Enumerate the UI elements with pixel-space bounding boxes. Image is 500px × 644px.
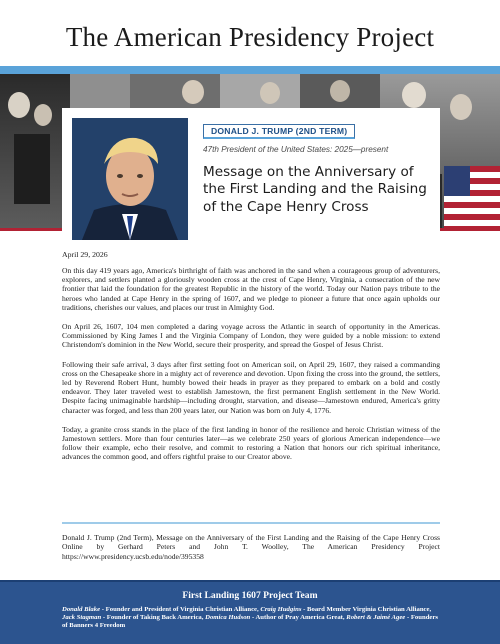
- footer-heading: First Landing 1607 Project Team: [182, 590, 318, 601]
- citation-divider: [62, 522, 440, 524]
- credit-role: - Board Member Virginia Christian Alliance,: [301, 606, 432, 613]
- document-date: April 29, 2026: [62, 250, 108, 259]
- president-term-subtitle: 47th President of the United States: 2025—present: [203, 145, 389, 154]
- document-title: Message on the Anniversary of the First Landing and the Raising of the Cape Henry Cross: [203, 164, 427, 215]
- citation-text: Donald J. Trump (2nd Term), Message on the Anniversary of the First Landing and the Raising of the Cape Henry Cross Online by Gerhard Peters and John T. Woolley, The American Presidency Project https://www.presidency.ucsb.edu/node/395358: [62, 533, 440, 561]
- header-divider: [0, 66, 500, 74]
- body-paragraph: On April 26, 1607, 104 men completed a daring voyage across the Atlantic in search of opportunity in the Americas. Commissioned by King James I and the Virginia Company of London, they were guided by a noble mission: to extend Christendom's dominion in the New World, secure their prosperity, and spread the Gospel of Jesus Christ.: [62, 322, 440, 350]
- credit-role: - Founders of Banners 4 Freedom: [62, 614, 438, 630]
- credit-name: Domica Hudson: [205, 614, 251, 622]
- body-paragraph: Today, a granite cross stands in the place of the first landing in honor of the resilience and heroic Christian witness of the Jamestown settlers. More than four centuries later—as we celebrate 250 years of glorious American independence—we follow their example, echo their resolve, and commit to restoring a Nation that honors our rich spiritual inheritance, advances the common good, and offers rightful praise to our Creator above.: [62, 424, 440, 462]
- credit-name: Donald Blake: [62, 606, 101, 613]
- project-team-footer: [0, 580, 500, 644]
- credit-role: - Founder of Taking Back America,: [101, 614, 206, 622]
- credit-role: - Founder and President of Virginia Christian Alliance,: [100, 606, 261, 613]
- site-title[interactable]: The American Presidency Project: [65, 22, 435, 52]
- credit-name: Robert & Jaimé Agee: [346, 614, 406, 622]
- credit-name: Craig Hudgins: [260, 606, 302, 613]
- body-paragraph: Following their safe arrival, 3 days after first setting foot on American soil, on April 29, 1607, they raised a commanding cross on the Chesapeake shore in a mighty act of reverence and devotion. Upon fixing the cross into the ground, the settlers, led by Reverend Robert Hunt, humbly bowed their heads in prayer as they prepared to embark on a bold and costly endeavor. They later traveled west to establish Jamestown, the first permanent English settlement in the New World. Despite facing unimaginable hardship—including drought, starvation, and disease—Jamestown endured, America's gritty character was forged, and less than 200 years later, our Nation was born on July 4, 1776.: [62, 359, 440, 415]
- president-tag[interactable]: DONALD J. TRUMP (2ND TERM): [203, 124, 355, 139]
- credit-role: - Author of Pray America Great,: [250, 614, 347, 622]
- credit-name: Jack Stagman: [62, 614, 102, 622]
- body-paragraph: On this day 419 years ago, America's birthright of faith was anchored in the sand when a courageous group of adventurers, explorers, and settlers planted a gloriously wooden cross at the crest of Cape Henry, Virginia, a consecration of the new frontier that laid the foundation for the greatest Republic in the history of the world. Today our Nation pays tribute to the heroes who landed at Cape Henry in the spring of 1607, and we pledge to pioneer a future that once again upholds our traditions, cherishes our values, and places our trust in Almighty God.: [62, 266, 440, 312]
- document-body: [62, 266, 440, 472]
- footer-credits: [62, 606, 440, 630]
- portrait-photo-icon: [72, 118, 188, 240]
